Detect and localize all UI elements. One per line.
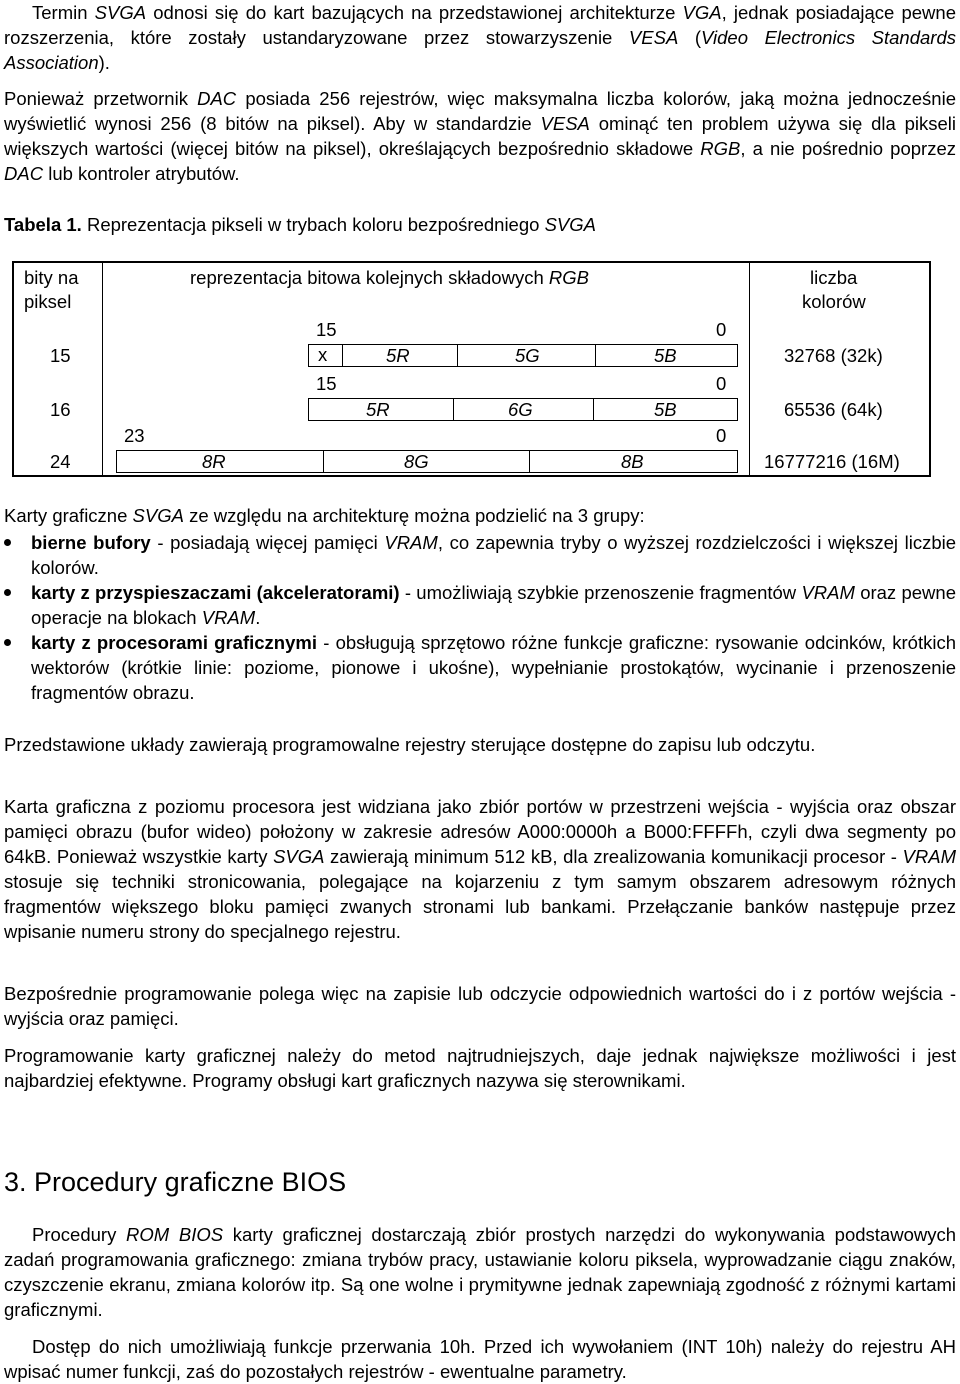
drivers-paragraph: Programowanie karty graficznej należy do metod najtrudniejszych, daje jednak największe możliwości i jest najbardziej efektywne. Programy obsługi kart graficznych nazywa się sterownikami.	[4, 1045, 956, 1091]
bit-index-low: 0	[716, 425, 727, 446]
section-heading: 3. Procedury graficzne BIOS	[4, 1167, 347, 1197]
table-divider	[749, 263, 750, 475]
header-representation: reprezentacja bitowa kolejnych składowych RGB	[190, 267, 589, 288]
color-count: 16777216 (16M)	[764, 451, 900, 472]
bit-index-low: 0	[716, 319, 727, 340]
table-caption: Tabela 1. Reprezentacja pikseli w trybach koloru bezpośredniego SVGA	[4, 214, 596, 235]
list-item: karty z procesorami graficznymi - obsługują sprzętowo różne funkcje graficzne: rysowanie odcinków, krótkich wektorów (krótkie linie: poziome, pionowe i ukośne), wypełnianie prostokątów, wycinanie i przenoszenie fragmentów obrazu.	[31, 632, 956, 703]
red-field: 8R	[202, 451, 226, 472]
unused-bit: x	[318, 344, 328, 365]
row-bits: 16	[50, 399, 71, 420]
blue-field: 8B	[621, 451, 644, 472]
bullet-icon	[4, 589, 11, 596]
table-divider	[102, 263, 103, 475]
pixel-representation-table	[12, 261, 931, 477]
bios-paragraph: Procedury ROM BIOS karty graficznej dostarczają zbiór prostych narzędzi do wykonywania podstawowych zadań programowania graficznego: zmiana trybów pracy, ustawianie koloru piksela, wyprowadzanie ciągu znaków, czyszczenie ekranu, zmiana kolorów itp. Są one wolne i prymitywne jednak zapewniają zgodność z różnymi kartami graficznymi.	[4, 1224, 957, 1320]
bit-index-high: 15	[316, 373, 337, 394]
groups-intro: Karty graficzne SVGA ze względu na architekturę można podzielić na 3 grupy:	[4, 505, 645, 526]
list-item: bierne bufory - posiadają więcej pamięci VRAM, co zapewnia tryby o wyższej rozdzielczości i większej liczbie kolorów.	[31, 532, 957, 578]
header-bits: piksel	[24, 291, 72, 312]
bit-index-low: 0	[716, 373, 727, 394]
registers-paragraph: Przedstawione układy zawierają programowalne rejestry sterujące dostępne do zapisu lub odczytu.	[4, 734, 816, 755]
header-colors: liczba	[810, 267, 858, 288]
red-field: 5R	[366, 399, 390, 420]
green-field: 8G	[404, 451, 429, 472]
dac-paragraph: Ponieważ przetwornik DAC posiada 256 rejestrów, więc maksymalna liczba kolorów, jaką można jednocześnie wyświetlić wynosi 256 (8 bitów na piksel). Aby w standardzie VESA ominąć ten problem używa się dla pikseli większych wartości (więcej bitów na piksel), określających bezpośrednio składowe RGB, a nie pośrednio poprzez DAC lub kontroler atrybutów.	[4, 88, 957, 184]
intro-paragraph: Termin SVGA odnosi się do kart bazujących na przedstawionej architekturze VGA, jednak posiadające pewne rozszerzenia, które zostały ustandaryzowane przez stowarzyszenie VESA (Video Electronics Standards Association).	[4, 2, 956, 73]
bit-index-high: 23	[124, 425, 145, 446]
bullet-icon	[4, 539, 11, 546]
header-bits: bity na	[24, 267, 79, 288]
row-bits: 15	[50, 345, 71, 366]
red-field: 5R	[386, 345, 410, 366]
header-colors: kolorów	[802, 291, 866, 312]
direct-programming-paragraph: Bezpośrednie programowanie polega więc na zapisie lub odczycie odpowiednich wartości do i z portów wejścia - wyjścia oraz pamięci.	[4, 983, 956, 1029]
list-item: karty z przyspieszaczami (akceleratorami) - umożliwiają szybkie przenoszenie fragmentów VRAM oraz pewne operacje na blokach VRAM.	[31, 582, 956, 628]
blue-field: 5B	[654, 399, 677, 420]
bullet-icon	[4, 639, 11, 646]
green-field: 6G	[508, 399, 533, 420]
color-count: 32768 (32k)	[784, 345, 883, 366]
bit-index-high: 15	[316, 319, 337, 340]
blue-field: 5B	[654, 345, 677, 366]
color-count: 65536 (64k)	[784, 399, 883, 420]
green-field: 5G	[515, 345, 540, 366]
row-bits: 24	[50, 451, 71, 472]
memory-paragraph: Karta graficzna z poziomu procesora jest widziana jako zbiór portów w przestrzeni wejścia - wyjścia oraz obszar pamięci obrazu (bufor wideo) położony w zakresie adresów A000:0000h a B000:FFFFh, czyli dwa segmenty po 64kB. Ponieważ wszystkie karty SVGA zawierają minimum 512 kB, dla zrealizowania komunikacji procesor - VRAM stosuje się techniki stronicowania, polegające na kojarzeniu z tym samym obszarem adresowym różnych fragmentów większego bloku pamięci zwanych stronami lub bankami. Przełączanie banków następuje przez wpisanie numeru strony do specjalnego rejestru.	[4, 796, 956, 942]
interrupt-paragraph: Dostęp do nich umożliwiają funkcje przerwania 10h. Przed ich wywołaniem (INT 10h) należy do rejestru AH wpisać numer funkcji, zaś do pozostałych rejestrów - ewentualne parametry.	[4, 1336, 956, 1382]
